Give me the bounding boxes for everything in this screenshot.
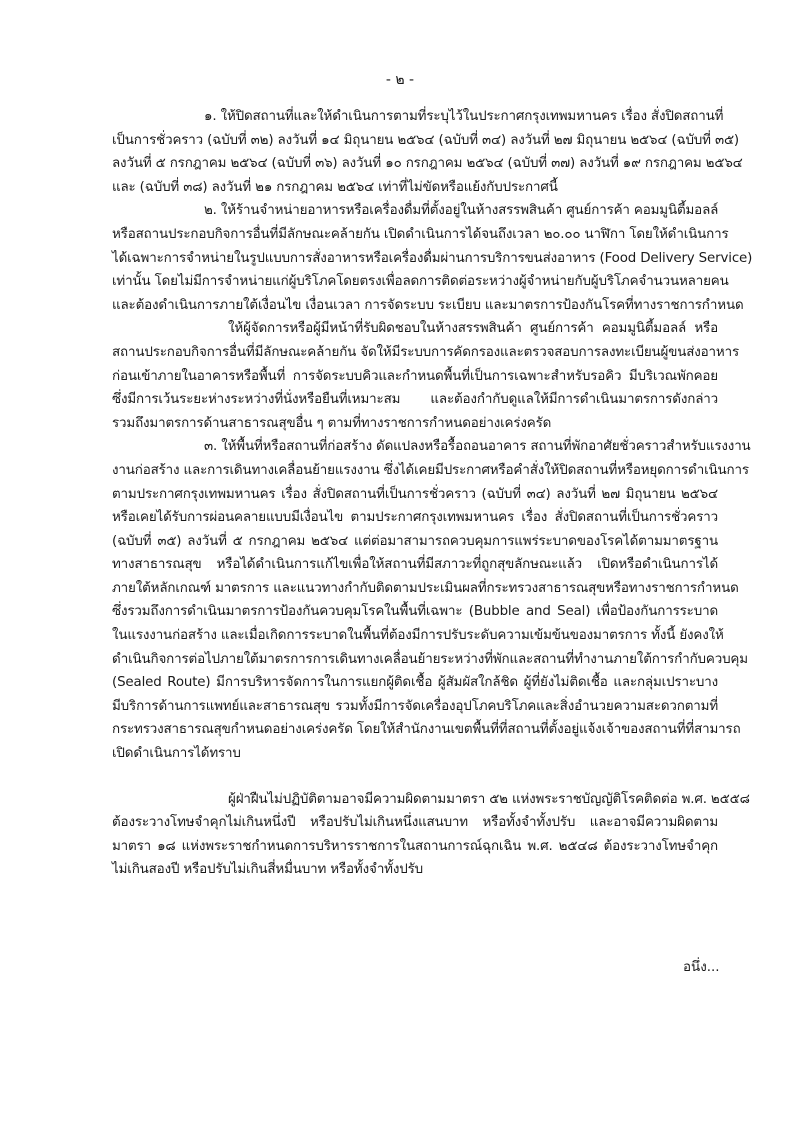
text-line: ตามประกาศกรุงเทพมหานคร เรื่อง สั่งปิดสถานที่เป็นการชั่วคราว (ฉบับที่ ๓๔) ลงวันที่ ๒๗ มิถุนายน ๒๕๖๔ — [112, 486, 718, 502]
text-line: ผู้ฝ่าฝืนไม่ปฏิบัติตามอาจมีความผิดตามมาตรา ๕๒ แห่งพระราชบัญญัติโรคติดต่อ พ.ศ. ๒๕๕๘ — [228, 791, 750, 807]
text-line: ได้เฉพาะการจำหน่ายในรูปแบบการสั่งอาหารหรือเครื่องดื่มผ่านการบริการขนส่งอาหาร (Food Delivery Service) — [112, 250, 753, 266]
text-line: สถานประกอบกิจการอื่นที่มีลักษณะคล้ายกัน จัดให้มีระบบการคัดกรองและตรวจสอบการลงทะเบียนผู้ขนส่งอาหาร — [112, 344, 740, 360]
text-line: ซึ่งรวมถึงการดำเนินมาตรการป้องกันควบคุมโรคในพื้นที่เฉพาะ (Bubble and Seal) เพื่อป้องกันการระบาด — [112, 604, 718, 620]
text-line: รวมถึงมาตรการด้านสาธารณสุขอื่น ๆ ตามที่ทางราชการกำหนดอย่างเคร่งครัด — [112, 415, 552, 431]
text-line: (ฉบับที่ ๓๕) ลงวันที่ ๕ กรกฎาคม ๒๕๖๔ แต่ต่อมาสามารถควบคุมการแพร่ระบาดของโรคได้ตามมาตรฐาน — [112, 533, 718, 549]
paragraph-clause-3 — [112, 435, 751, 765]
text-line: เท่านั้น โดยไม่มีการจำหน่ายแก่ผู้บริโภคโดยตรงเพื่อลดการติดต่อระหว่างผู้จำหน่ายกับผู้บริโภคจำนวนหลายคน — [112, 274, 729, 290]
text-line: ลงวันที่ ๕ กรกฎาคม ๒๕๖๔ (ฉบับที่ ๓๖) ลงวันที่ ๑๐ กรกฎาคม ๒๕๖๔ (ฉบับที่ ๓๗) ลงวันที่ ๑๙ กรกฎาคม ๒๕๖๔ — [112, 156, 743, 172]
page-number: - ๒ - — [385, 72, 415, 88]
continuation-marker: อนึ่ง... — [683, 960, 720, 975]
paragraph-clause-2 — [112, 199, 753, 317]
text-line: งานก่อสร้าง และการเดินทางเคลื่อนย้ายแรงงาน ซึ่งได้เคยมีประกาศหรือคำสั่งให้ปิดสถานที่หรือหยุดการดำเนินการ — [112, 462, 749, 478]
text-line: ทางสาธารณสุข หรือได้ดำเนินการแก้ไขเพื่อให้สถานที่มีสภาวะที่ถูกสุขลักษณะแล้ว เปิดหรือดำเนินการได้ — [112, 557, 718, 573]
text-line: หรือสถานประกอบกิจการอื่นที่มีลักษณะคล้ายกัน เปิดดำเนินการได้จนถึงเวลา ๒๐.๐๐ นาฬิกา โดยให้ดำเนินการ — [112, 226, 729, 242]
text-line: ดำเนินกิจการต่อไปภายใต้มาตรการการเดินทางเคลื่อนย้ายระหว่างที่พักและสถานที่ทำงานภายใต้การกำกับควบคุม — [112, 651, 748, 667]
paragraph-clause-2-managers — [112, 317, 740, 435]
text-line: เปิดดำเนินการได้ทราบ — [112, 746, 241, 762]
text-line: มีบริการด้านการแพทย์และสาธารณสุข รวมทั้งมีการจัดเครื่องอุปโภคบริโภคและสิ่งอำนวยความสะดวกตามที่ — [112, 698, 718, 714]
paragraph-clause-1 — [112, 105, 743, 199]
text-line: ต้องระวางโทษจำคุกไม่เกินหนึ่งปี หรือปรับไม่เกินหนึ่งแสนบาท หรือทั้งจำทั้งปรับ และอาจมีความผิดตาม — [112, 815, 718, 831]
text-line: ไม่เกินสองปี หรือปรับไม่เกินสี่หมื่นบาท หรือทั้งจำทั้งปรับ — [112, 862, 423, 878]
text-line: กระทรวงสาธารณสุขกำหนดอย่างเคร่งครัด โดยให้สำนักงานเขตพื้นที่ที่สถานที่ตั้งอยู่แจ้งเจ้าของสถานที่ที่สามารถ — [112, 722, 741, 738]
text-line: ในแรงงานก่อสร้าง และเมื่อเกิดการระบาดในพื้นที่ต้องมีการปรับระดับความเข้มข้นของมาตรการ ทั้งนี้ ยังคงให้ — [112, 628, 724, 644]
document-body — [112, 105, 753, 882]
text-line: ๑. ให้ปิดสถานที่และให้ดำเนินการตามที่ระบุไว้ในประกาศกรุงเทพมหานคร เรื่อง สั่งปิดสถานที่ — [204, 109, 724, 124]
text-line: ซึ่งมีการเว้นระยะห่างระหว่างที่นั่งหรือยืนที่เหมาะสม และต้องกำกับดูแลให้มีการดำเนินมาตรการดังกล่าว — [112, 392, 718, 408]
text-line: และต้องดำเนินการภายใต้เงื่อนไข เงื่อนเวลา การจัดระบบ ระเบียบ และมาตรการป้องกันโรคที่ทางราชการกำหนด — [112, 297, 744, 313]
text-line: ภายใต้หลักเกณฑ์ มาตรการ และแนวทางกำกับติดตามประเมินผลที่กระทรวงสาธารณสุขหรือทางราชการกำหนด — [112, 580, 739, 596]
text-line: ก่อนเข้าภายในอาคารหรือพื้นที่ การจัดระบบคิวและกำหนดพื้นที่เป็นการเฉพาะสำหรับรอคิว มีบริเวณพักคอย — [112, 368, 718, 384]
text-line: มาตรา ๑๘ แห่งพระราชกำหนดการบริหารราชการในสถานการณ์ฉุกเฉิน พ.ศ. ๒๕๔๘ ต้องระวางโทษจำคุก — [112, 838, 718, 854]
text-line: ให้ผู้จัดการหรือผู้มีหน้าที่รับผิดชอบในห้างสรรพสินค้า ศูนย์การค้า คอมมูนิตี้มอลล์ หรือ — [228, 321, 718, 337]
paragraph-penalty — [112, 788, 750, 882]
text-line: เป็นการชั่วคราว (ฉบับที่ ๓๒) ลงวันที่ ๑๔ มิถุนายน ๒๕๖๔ (ฉบับที่ ๓๔) ลงวันที่ ๒๗ มิถุนายน ๒๕๖๔ (ฉบับที่ ๓๕) — [112, 132, 740, 148]
text-line: ๓. ให้พื้นที่หรือสถานที่ก่อสร้าง ดัดแปลงหรือรื้อถอนอาคาร สถานที่พักอาศัยชั่วคราวสำหรับแรงงาน — [204, 439, 751, 455]
text-line: ๒. ให้ร้านจำหน่ายอาหารหรือเครื่องดื่มที่ตั้งอยู่ในห้างสรรพสินค้า ศูนย์การค้า คอมมูนิตี้มอลล์ — [204, 203, 719, 219]
text-line: หรือเคยได้รับการผ่อนคลายแบบมีเงื่อนไข ตามประกาศกรุงเทพมหานคร เรื่อง สั่งปิดสถานที่เป็นการชั่วคราว — [112, 510, 718, 526]
paragraph-spacer — [112, 766, 718, 788]
text-line: (Sealed Route) มีการบริหารจัดการในการแยกผู้ติดเชื้อ ผู้สัมผัสใกล้ชิด ผู้ที่ยังไม่ติดเชื้อ และกลุ่มเปราะบาง — [112, 675, 718, 691]
text-line: และ (ฉบับที่ ๓๘) ลงวันที่ ๒๑ กรกฎาคม ๒๕๖๔ เท่าที่ไม่ขัดหรือแย้งกับประกาศนี้ — [112, 179, 558, 195]
